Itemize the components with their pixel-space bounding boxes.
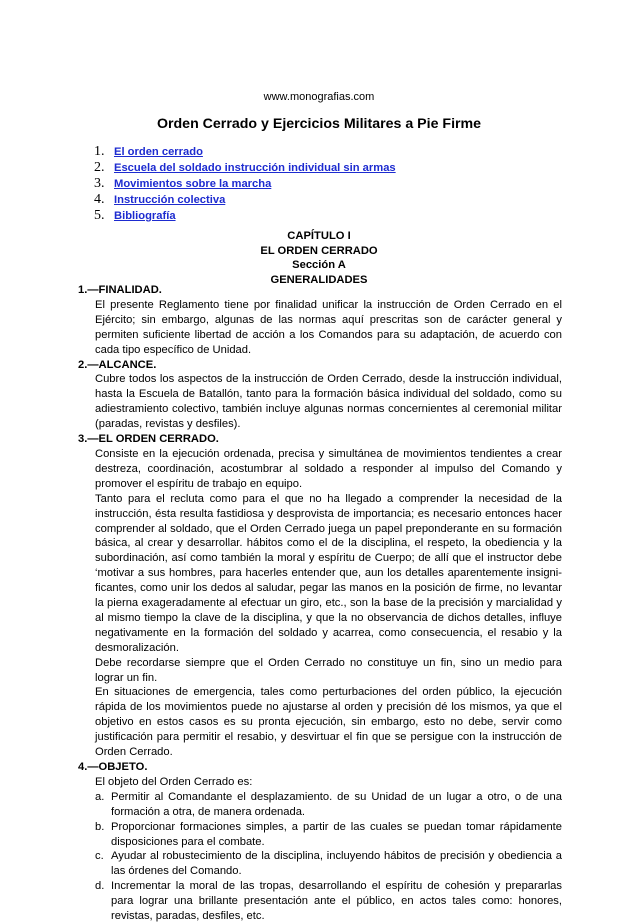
- list-marker: a.: [95, 790, 105, 803]
- toc-number: 2.: [94, 160, 105, 175]
- list-item: [95, 849, 562, 879]
- list-marker: c.: [95, 850, 104, 863]
- paragraph: Tanto para el recluta como para el que no ha llegado a comprender la necesidad de la instrucción, ésta resulta fastidiosa y desprovista de importancia; es necesario entonces hacer comprender al soldado, que el Orden Cerrado juega un papel preponderante en su formación básica, al crear y desarrollar. hábitos como el de la disciplina, el respeto, la obediencia y la subordinación, así como también la moral y espíritu de Cuerpo; de allí que el instructor debe ‘motivar a sus hombres, para hacerles entender que, aun los detalles aparentemente insigni-ficantes, como unir los dedos al saludar, pegar las manos en la posición de firme, no levantar la pierna exageradamente al efectuar un giro, etc., son la base de la precisión y marcialidad y al mismo tiempo la clave de la disciplina, y que la no observancia de dichos detalles, influye negativamente en la formación del soldado y acarrea, como consecuencia, el resabio y la desmoralización.: [95, 492, 562, 654]
- toc-link-escuela-soldado[interactable]: Escuela del soldado instrucción individual sin armas: [114, 162, 396, 174]
- toc-link-orden-cerrado[interactable]: El orden cerrado: [114, 146, 203, 158]
- toc-link-instruccion-colectiva[interactable]: Instrucción colectiva: [114, 194, 226, 206]
- list-marker: b.: [95, 820, 105, 833]
- heading-finalidad: 1.—FINALIDAD.: [78, 284, 162, 296]
- toc-item: [94, 208, 396, 224]
- paragraph: Consiste en la ejecución ordenada, precisa y simultánea de movimientos tendientes a crear destreza, coordinación, acostumbrar al soldado a responder al impulso del Comando y promover el espíritu de trabajo en equipo.: [95, 447, 562, 490]
- section-title: GENERALIDADES: [270, 273, 368, 286]
- paragraph: Debe recordarse siempre que el Orden Cerrado no constituye un fin, sino un medio para lograr un fin.: [95, 656, 562, 684]
- paragraph: El presente Reglamento tiene por finalidad unificar la instrucción de Orden Cerrado en el Ejército; sin embargo, algunas de las normas aquí prescritas son de carácter general y permiten suficiente libertad de acción a los Comandos para su adaptación, de acuerdo con cada tipo específico de Unidad.: [95, 298, 562, 356]
- toc-number: 3.: [94, 176, 105, 191]
- toc-item: [94, 176, 396, 192]
- chapter-number: CAPÍTULO I: [287, 230, 351, 242]
- list-item: [95, 790, 562, 820]
- chapter-title: EL ORDEN CERRADO: [260, 244, 378, 257]
- paragraph: El objeto del Orden Cerrado es:: [95, 775, 253, 788]
- list-marker: d.: [95, 880, 105, 893]
- toc-link-bibliografia[interactable]: Bibliografía: [114, 210, 176, 222]
- paragraph: Cubre todos los aspectos de la instrucción de Orden Cerrado, desde la instrucción individual, hasta la Escuela de Batallón, tanto para la formación básica individual del soldado, como su adiestramiento colectivo, también incluye algunas normas concernientes al ceremonial militar (paradas, revistas y desfiles).: [95, 373, 562, 431]
- toc-number: 5.: [94, 208, 105, 223]
- toc-link-movimientos-marcha[interactable]: Movimientos sobre la marcha: [114, 178, 272, 190]
- heading-orden-cerrado: 3.—EL ORDEN CERRADO.: [78, 433, 219, 446]
- toc-number: 1.: [94, 144, 105, 159]
- heading-objeto: 4.—OBJETO.: [78, 761, 148, 773]
- toc-number: 4.: [94, 192, 105, 207]
- list-item: [95, 820, 562, 850]
- toc-item: [94, 144, 396, 160]
- toc-item: [94, 160, 396, 176]
- section-label: Sección A: [292, 259, 346, 271]
- site-url: www.monografias.com: [263, 91, 375, 103]
- document-body: [78, 283, 562, 924]
- chapter-heading: [0, 229, 638, 287]
- list-text: Proporcionar formaciones simples, a partir de las cuales se puedan tomar rápidamente disposiciones para el combate.: [111, 820, 562, 848]
- paragraph: En situaciones de emergencia, tales como perturbaciones del orden público, la ejecución rápida de los movimientos puede no ajustarse al orden y precisión dé los mismos, ya que el objetivo en estos casos es su pronta ejecución, sin embargo, esto no debe, servir como justificación para permitir el resabio, y desvirtuar el fin que se persigue con la instrucción de Orden Cerrado.: [95, 686, 562, 759]
- toc-item: [94, 192, 396, 208]
- table-of-contents: [94, 144, 396, 224]
- list-text: Permitir al Comandante el desplazamiento. de su Unidad de un lugar a otro, o de una formación a otra, de manera ordenada.: [111, 790, 562, 818]
- heading-alcance: 2.—ALCANCE.: [78, 358, 157, 371]
- objectives-list: [95, 790, 562, 924]
- list-item: [95, 879, 562, 924]
- list-text: Incrementar la moral de las tropas, desarrollando el espíritu de cohesión y prepararlas para lograr una brillante presentación ante el público, en actos tales como: honores, revistas, paradas, desfiles, etc.: [111, 880, 562, 923]
- list-text: Ayudar al robustecimiento de la disciplina, incluyendo hábitos de precisión y obediencia a las órdenes del Comando.: [111, 850, 562, 878]
- document-title: Orden Cerrado y Ejercicios Militares a Pie Firme: [156, 116, 482, 132]
